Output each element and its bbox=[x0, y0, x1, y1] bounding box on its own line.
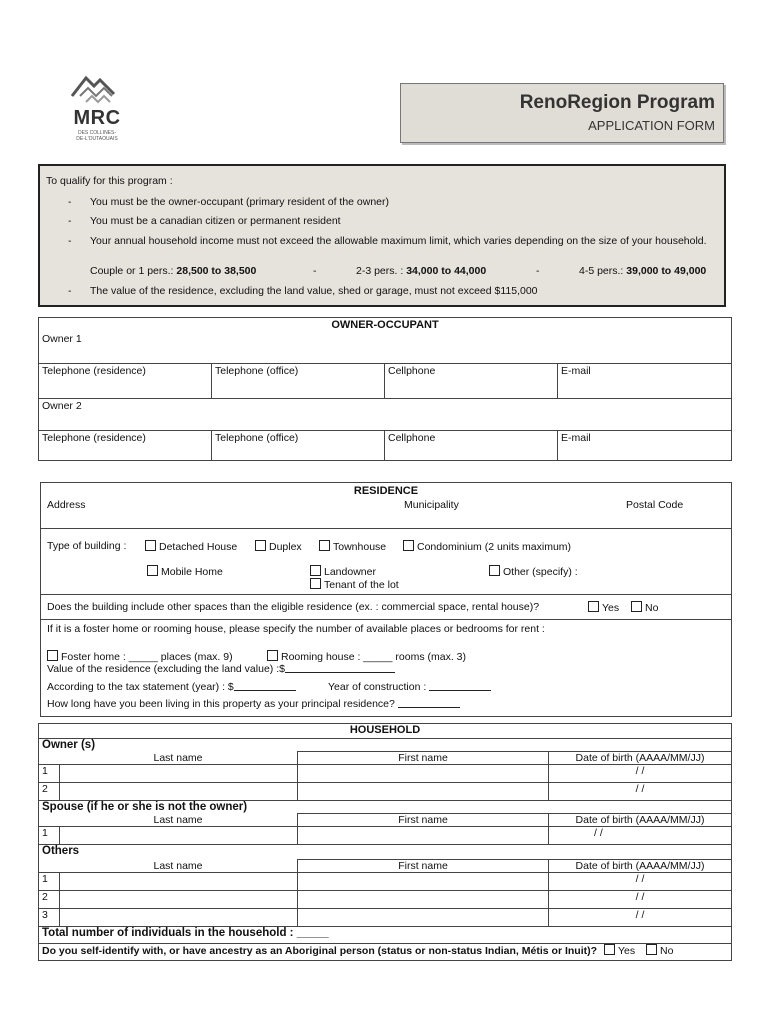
owner-dob-1[interactable]: / / bbox=[549, 765, 732, 783]
logo-sub-1: DES COLLINES- bbox=[77, 130, 117, 136]
qualify-intro: To qualify for this program : bbox=[46, 175, 173, 187]
col-last-name: Last name bbox=[59, 814, 298, 827]
spouse-label: Spouse (if he or she is not the owner) bbox=[39, 801, 732, 814]
logo-sub-2: DE-L'OUTAOUAIS bbox=[76, 136, 118, 142]
residence-section bbox=[40, 482, 732, 717]
type-tenant[interactable]: Tenant of the lot bbox=[310, 578, 399, 591]
page-subtitle: APPLICATION FORM bbox=[588, 118, 715, 133]
owner-2-phone-residence[interactable]: Telephone (residence) bbox=[39, 431, 212, 461]
col-last-name: Last name bbox=[59, 752, 298, 765]
aboriginal-row bbox=[39, 944, 732, 961]
col-dob: Date of birth (AAAA/MM/JJ) bbox=[549, 814, 732, 827]
municipality-field[interactable]: Municipality bbox=[404, 499, 459, 511]
checkbox-icon bbox=[47, 650, 58, 661]
other-last-name-2[interactable] bbox=[59, 891, 298, 909]
checkbox-icon bbox=[604, 944, 615, 955]
row-number: 1 bbox=[39, 765, 60, 783]
other-first-name-1[interactable] bbox=[298, 873, 549, 891]
spouse-last-name[interactable] bbox=[59, 827, 298, 845]
row-number: 2 bbox=[39, 891, 60, 909]
construction-year-field[interactable]: Year of construction : bbox=[328, 681, 491, 693]
checkbox-icon bbox=[588, 601, 599, 612]
checkbox-icon bbox=[403, 540, 414, 551]
other-spaces-question: Does the building include other spaces than the eligible residence (ex. : commercial space, rental house)? bbox=[47, 601, 540, 613]
income-limit-3: 4-5 pers.: 39,000 to 49,000 bbox=[579, 265, 707, 277]
type-other[interactable]: Other (specify) : bbox=[489, 565, 578, 578]
owner-first-name-2[interactable] bbox=[298, 783, 549, 801]
owner-1-phone-residence[interactable]: Telephone (residence) bbox=[39, 364, 212, 399]
foster-home-field[interactable]: Foster home : _____ places (max. 9) bbox=[47, 650, 233, 663]
other-spaces-yes[interactable]: Yes bbox=[588, 601, 619, 614]
checkbox-icon bbox=[145, 540, 156, 551]
living-duration-field[interactable]: How long have you been living in this property as your principal residence? bbox=[47, 698, 460, 710]
col-first-name: First name bbox=[298, 752, 549, 765]
owner-dob-2[interactable]: / / bbox=[549, 783, 732, 801]
owner-occupant-table bbox=[38, 317, 732, 461]
owner-1-field[interactable]: Owner 1 bbox=[39, 332, 732, 364]
owner-occupant-heading: OWNER-OCCUPANT bbox=[39, 318, 732, 333]
total-individuals-field[interactable]: Total number of individuals in the household : _____ bbox=[39, 927, 732, 944]
rooming-house-field[interactable]: Rooming house : _____ rooms (max. 3) bbox=[267, 650, 466, 663]
checkbox-icon bbox=[310, 565, 321, 576]
type-townhouse[interactable]: Townhouse bbox=[319, 540, 386, 553]
type-detached[interactable]: Detached House bbox=[145, 540, 237, 553]
aboriginal-no[interactable]: No bbox=[646, 945, 673, 957]
building-type-label: Type of building : bbox=[47, 540, 127, 552]
others-label: Others bbox=[39, 845, 732, 860]
household-table bbox=[38, 723, 732, 961]
other-dob-3[interactable]: / / bbox=[549, 909, 732, 927]
income-separator: - bbox=[313, 265, 317, 277]
owner-1-cellphone[interactable]: Cellphone bbox=[385, 364, 558, 399]
other-dob-2[interactable]: / / bbox=[549, 891, 732, 909]
checkbox-icon bbox=[631, 601, 642, 612]
owner-last-name-2[interactable] bbox=[59, 783, 298, 801]
income-limit-2: 2-3 pers. : 34,000 to 44,000 bbox=[356, 265, 487, 277]
mrc-logo bbox=[66, 66, 128, 146]
row-number: 3 bbox=[39, 909, 60, 927]
checkbox-icon bbox=[489, 565, 500, 576]
spouse-dob[interactable]: / / bbox=[549, 827, 732, 845]
col-last-name: Last name bbox=[59, 860, 298, 873]
qualification-box: To qualify for this program : - You must be the owner-occupant (primary resident of the owner) - You must be a canadian citizen or permanent resident - Your annual household income must not exceed the allowable maximum limit, which varies depending on the size of your household. Couple or 1 pers.: 28,500 to 38,500 - 2-3 pers. : 34,000 to 44,000 - 4-5 pers.: 39,000 to 49,000 - The value of the residence, excluding the land value, shed or garage, must not exceed $115,000 bbox=[38, 164, 726, 307]
income-limit-1: Couple or 1 pers.: 28,500 to 38,500 bbox=[90, 265, 257, 277]
postal-code-field[interactable]: Postal Code bbox=[626, 499, 684, 511]
other-spaces-no[interactable]: No bbox=[631, 601, 658, 614]
col-dob: Date of birth (AAAA/MM/JJ) bbox=[549, 752, 732, 765]
checkbox-icon bbox=[646, 944, 657, 955]
income-separator: - bbox=[536, 265, 540, 277]
owner-first-name-1[interactable] bbox=[298, 765, 549, 783]
logo-name: MRC bbox=[73, 107, 121, 129]
owners-label: Owner (s) bbox=[39, 739, 732, 752]
other-last-name-3[interactable] bbox=[59, 909, 298, 927]
other-first-name-2[interactable] bbox=[298, 891, 549, 909]
owner-1-phone-office[interactable]: Telephone (office) bbox=[212, 364, 385, 399]
row-number: 1 bbox=[39, 873, 60, 891]
owner-last-name-1[interactable] bbox=[59, 765, 298, 783]
col-dob: Date of birth (AAAA/MM/JJ) bbox=[549, 860, 732, 873]
checkbox-icon bbox=[147, 565, 158, 576]
checkbox-icon bbox=[310, 578, 321, 589]
col-first-name: First name bbox=[298, 860, 549, 873]
mountain-logo-icon bbox=[66, 66, 128, 106]
owner-1-email[interactable]: E-mail bbox=[558, 364, 732, 399]
page-title: RenoRegion Program bbox=[519, 92, 715, 113]
other-dob-1[interactable]: / / bbox=[549, 873, 732, 891]
type-mobile-home[interactable]: Mobile Home bbox=[147, 565, 223, 578]
residence-value-field[interactable]: Value of the residence (excluding the land value) :$ bbox=[47, 663, 395, 675]
address-field[interactable]: Address bbox=[47, 499, 86, 511]
tax-statement-field[interactable]: According to the tax statement (year) : $ bbox=[47, 681, 296, 693]
spouse-first-name[interactable] bbox=[298, 827, 549, 845]
type-duplex[interactable]: Duplex bbox=[255, 540, 302, 553]
title-box bbox=[400, 83, 724, 143]
aboriginal-yes[interactable]: Yes bbox=[604, 945, 635, 957]
checkbox-icon bbox=[319, 540, 330, 551]
owner-2-cellphone[interactable]: Cellphone bbox=[385, 431, 558, 461]
other-first-name-3[interactable] bbox=[298, 909, 549, 927]
col-first-name: First name bbox=[298, 814, 549, 827]
row-number: 1 bbox=[39, 827, 60, 845]
household-heading: HOUSEHOLD bbox=[39, 724, 732, 739]
owner-2-field[interactable]: Owner 2 bbox=[39, 399, 732, 431]
checkbox-icon bbox=[255, 540, 266, 551]
aboriginal-question: Do you self-identify with, or have ancestry as an Aboriginal person (status or non-status Indian, Métis or Inuit)? bbox=[42, 945, 598, 957]
type-landowner[interactable]: Landowner bbox=[310, 565, 376, 578]
residence-heading: RESIDENCE bbox=[353, 485, 419, 497]
checkbox-icon bbox=[267, 650, 278, 661]
owner-2-email[interactable]: E-mail bbox=[558, 431, 732, 461]
owner-2-phone-office[interactable]: Telephone (office) bbox=[212, 431, 385, 461]
other-last-name-1[interactable] bbox=[59, 873, 298, 891]
foster-question: If it is a foster home or rooming house, please specify the number of available places or bedrooms for rent : bbox=[47, 623, 545, 635]
row-number: 2 bbox=[39, 783, 60, 801]
type-condominium[interactable]: Condominium (2 units maximum) bbox=[403, 540, 571, 553]
